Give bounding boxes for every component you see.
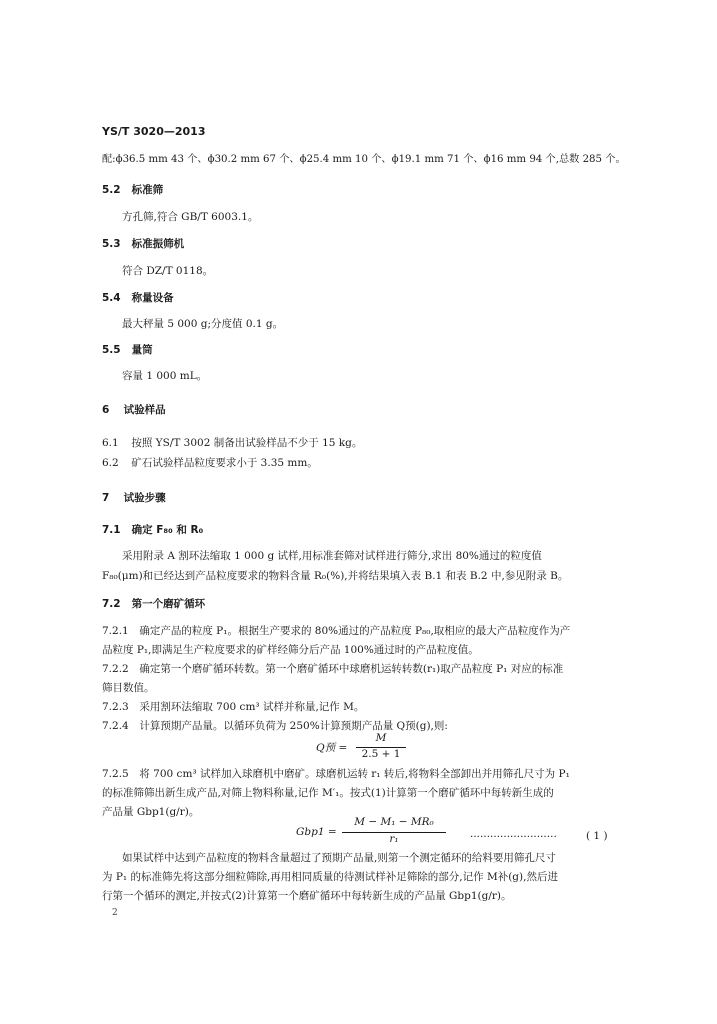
formula-q — [316, 732, 426, 762]
section-7-2-1-line1: 7.2.1 确定产品的粒度 P₁。根据生产要求的 80%通过的产品粒度 P₈₀,取相应的最大产品粒度作为产 — [102, 625, 571, 637]
page-number: 2 — [112, 908, 118, 918]
formula-g-numerator: M − M₁ − MR₀ — [354, 816, 434, 828]
section-5-5-body: 容量 1 000 mL。 — [122, 370, 208, 382]
section-7-1-line2: F₈₀(μm)和已经达到产品粒度要求的物料含量 R₀(%),并将结果填入表 B.1 和表 B.2 中,参见附录 B。 — [102, 570, 569, 582]
section-5-3-heading: 5.3 标准振筛机 — [102, 238, 185, 250]
para-end-line3: 行第一个循环的测定,并按式(2)计算第一个磨矿循环中每转新生成的产品量 Gbp1(g/r)。 — [102, 890, 512, 902]
formula-q-lhs: Q预 = — [316, 742, 348, 754]
section-7-2-2-line1: 7.2.2 确定第一个磨矿循环转数。第一个磨矿循环中球磨机运转转数(r₁)取产品粒度 P₁ 对应的标准 — [102, 663, 564, 675]
para-end-line1: 如果试样中达到产品粒度的物料含量超过了预期产品量,则第一个测定循环的给料要用筛孔尺寸 — [122, 852, 556, 864]
standard-number: YS/T 3020—2013 — [102, 125, 206, 138]
section-6-1: 6.1 按照 YS/T 3002 制备出试验样品不少于 15 kg。 — [102, 437, 363, 449]
section-7-2-1-line2: 品粒度 P₁,即满足生产粒度要求的矿样经筛分后产品 100%通过时的产品粒度值。 — [102, 644, 479, 656]
section-6-2: 6.2 矿石试验样品粒度要求小于 3.35 mm。 — [102, 457, 318, 469]
section-7-2-4: 7.2.4 计算预期产品量。以循环负荷为 250%计算预期产品量 Q预(g),则: — [102, 720, 448, 732]
section-7-2-3: 7.2.3 采用割环法缩取 700 cm³ 试样并称量,记作 M。 — [102, 701, 365, 713]
formula-g-leader-dots: ·························· — [470, 831, 557, 843]
section-5-4-heading: 5.4 称量设备 — [102, 292, 174, 304]
section-7-2-2-line2: 筛目数值。 — [102, 682, 155, 694]
section-5-2-body: 方孔筛,符合 GB/T 6003.1。 — [122, 211, 259, 223]
formula-q-denominator: 2.5 + 1 — [361, 748, 401, 760]
formula-g-denominator: r₁ — [389, 833, 399, 845]
section-7-heading: 7 试验步骤 — [102, 492, 166, 504]
intro-line: 配:ϕ36.5 mm 43 个、ϕ30.2 mm 67 个、ϕ25.4 mm 10 个、ϕ19.1 mm 71 个、ϕ16 mm 94 个,总数 285 个。 — [102, 154, 626, 165]
section-7-1-heading: 7.1 确定 F₈₀ 和 R₀ — [102, 524, 204, 536]
section-5-3-body: 符合 DZ/T 0118。 — [122, 265, 214, 277]
section-7-2-5-line3: 产品量 Gbp1(g/r)。 — [102, 806, 200, 818]
section-5-5-heading: 5.5 量筒 — [102, 344, 153, 356]
section-7-2-heading: 7.2 第一个磨矿循环 — [102, 598, 206, 610]
section-7-1-line1: 采用附录 A 割环法缩取 1 000 g 试样,用标准套筛对试样进行筛分,求出 80%通过的粒度值 — [122, 550, 542, 562]
formula-q-numerator: M — [375, 732, 387, 744]
formula-g-equation-number: ( 1 ) — [586, 830, 608, 842]
section-7-2-5-line2: 的标准筛筛出新生成产品,对筛上物料称量,记作 M′₁。按式(1)计算第一个磨矿循环中每转新生成的 — [102, 787, 554, 799]
section-5-4-body: 最大秤量 5 000 g;分度值 0.1 g。 — [122, 318, 284, 330]
formula-g-lhs: Gbp1 = — [296, 826, 337, 838]
formula-g — [296, 815, 456, 849]
section-6-heading: 6 试验样品 — [102, 404, 166, 416]
para-end-line2: 为 P₁ 的标准筛先将这部分细粒筛除,再用相同质量的待测试样补足筛除的部分,记作 M补(g),然后进 — [102, 871, 558, 883]
section-7-2-5-line1: 7.2.5 将 700 cm³ 试样加入球磨机中磨矿。球磨机运转 r₁ 转后,将物料全部卸出并用筛孔尺寸为 P₁ — [102, 768, 570, 780]
section-5-2-heading: 5.2 标准筛 — [102, 184, 164, 196]
